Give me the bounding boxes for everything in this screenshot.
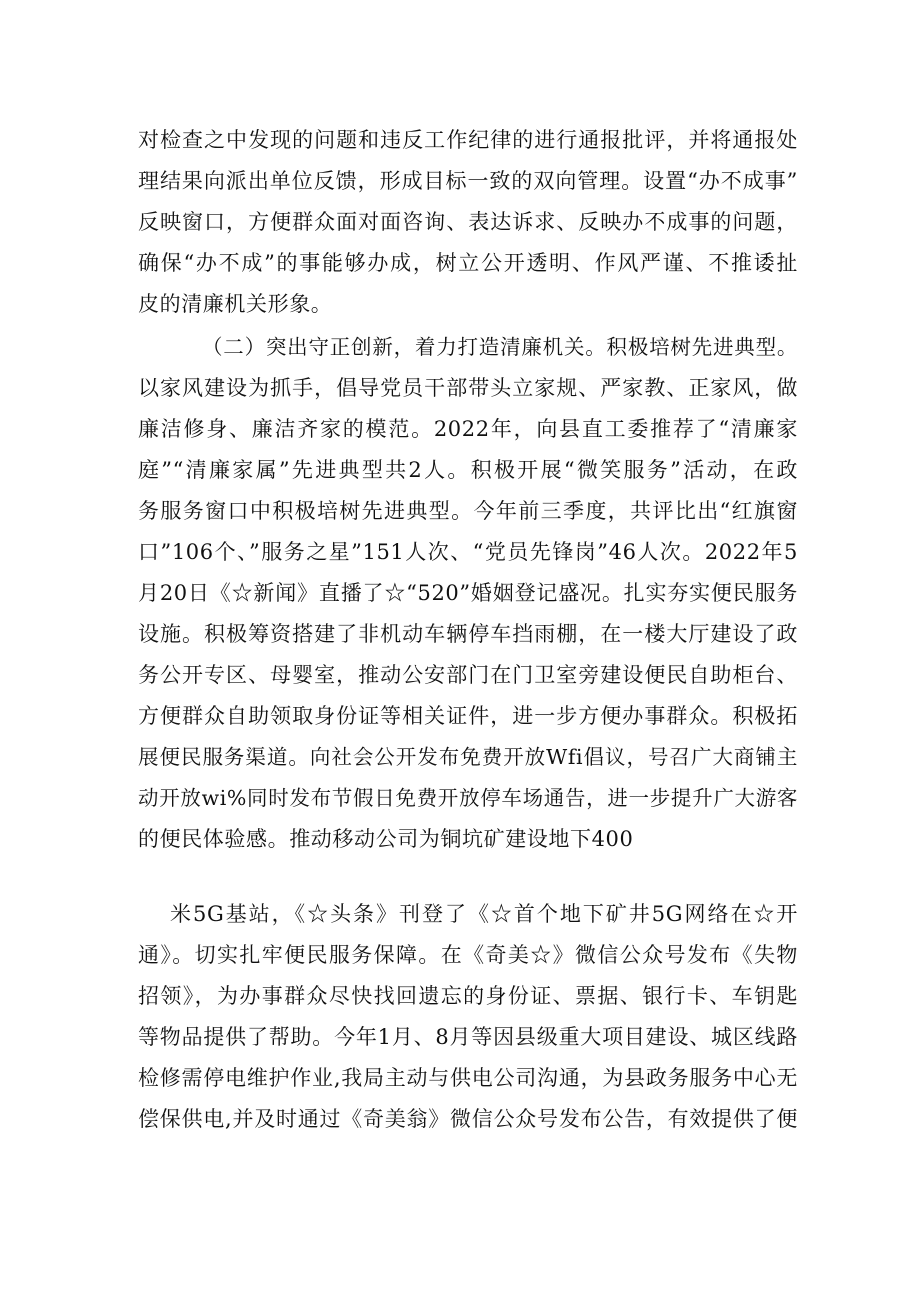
text-line: 廉洁修身、廉洁齐家的模范。2022年，向县直工委推荐了“清廉家 [138,417,798,441]
text-line: 理结果向派出单位反馈，形成目标一致的双向管理。设置“办不成事” [138,169,798,193]
paragraph-1 [138,120,798,325]
text-line: 务服务窗口中积极培树先进典型。今年前三季度，共评比出“红旗窗 [138,499,798,523]
text-line: 对检查之中发现的问题和违反工作纪律的进行通报批评，并将通报处 [138,128,798,152]
text-line: 皮的清廉机关形象。 [138,292,333,316]
text-line: 月20日《☆新闻》直播了☆“520”婚姻登记盛况。扎实夯实便民服务 [138,581,798,605]
text-line: 招领》，为办事群众尽快找回遗忘的身份证、票据、银行卡、车钥匙 [138,984,798,1008]
text-line: 偿保供电,并及时通过《奇美翁》微信公众号发布公告，有效提供了便 [138,1107,798,1131]
text-line: 反映窗口，方便群众面对面咨询、表达诉求、反映办不成事的问题， [138,210,798,234]
text-line: 米5G基站，《☆头条》刊登了《☆首个地下矿井5G网络在☆开 [170,902,798,926]
text-line: 动开放wi%同时发布节假日免费开放停车场通告，进一步提升广大游客 [138,786,798,810]
text-line: 展便民服务渠道。向社会公开发布免费开放Wfi倡议，号召广大商铺主 [138,745,798,769]
text-line: 务公开专区、母婴室，推动公安部门在门卫室旁建设便民自助柜台、 [138,663,798,687]
text-line: 的便民体验感。推动移动公司为铜坑矿建设地下400 [138,827,634,851]
text-line: 庭”“清廉家属”先进典型共2人。积极开展“微笑服务”活动，在政 [138,458,798,482]
text-line: 口”106个、”服务之星”151人次、“党员先锋岗”46人次。2022年5 [138,540,798,564]
text-line: 设施。积极筹资搭建了非机动车辆停车挡雨棚，在一楼大厅建设了政 [138,622,798,646]
paragraph-3 [138,894,798,1140]
text-line: 等物品提供了帮助。今年1月、8月等因县级重大项目建设、城区线路 [138,1025,798,1049]
text-line: 检修需停电维护作业,我局主动与供电公司沟通，为县政务服务中心无 [138,1066,798,1090]
text-line: 通》。切实扎牢便民服务保障。在《奇美☆》微信公众号发布《失物 [138,943,798,967]
text-line: 方便群众自助领取身份证等相关证件，进一步方便办事群众。积极拓 [138,704,798,728]
text-line: 确保“办不成”的事能够办成，树立公开透明、作风严谨、不推诿扯 [138,251,798,275]
text-line: （二）突出守正创新，着力打造清廉机关。积极培树先进典型。 [202,335,798,359]
text-line: 以家风建设为抓手，倡导党员干部带头立家规、严家教、正家风，做 [138,376,798,400]
paragraph-2 [138,327,798,860]
